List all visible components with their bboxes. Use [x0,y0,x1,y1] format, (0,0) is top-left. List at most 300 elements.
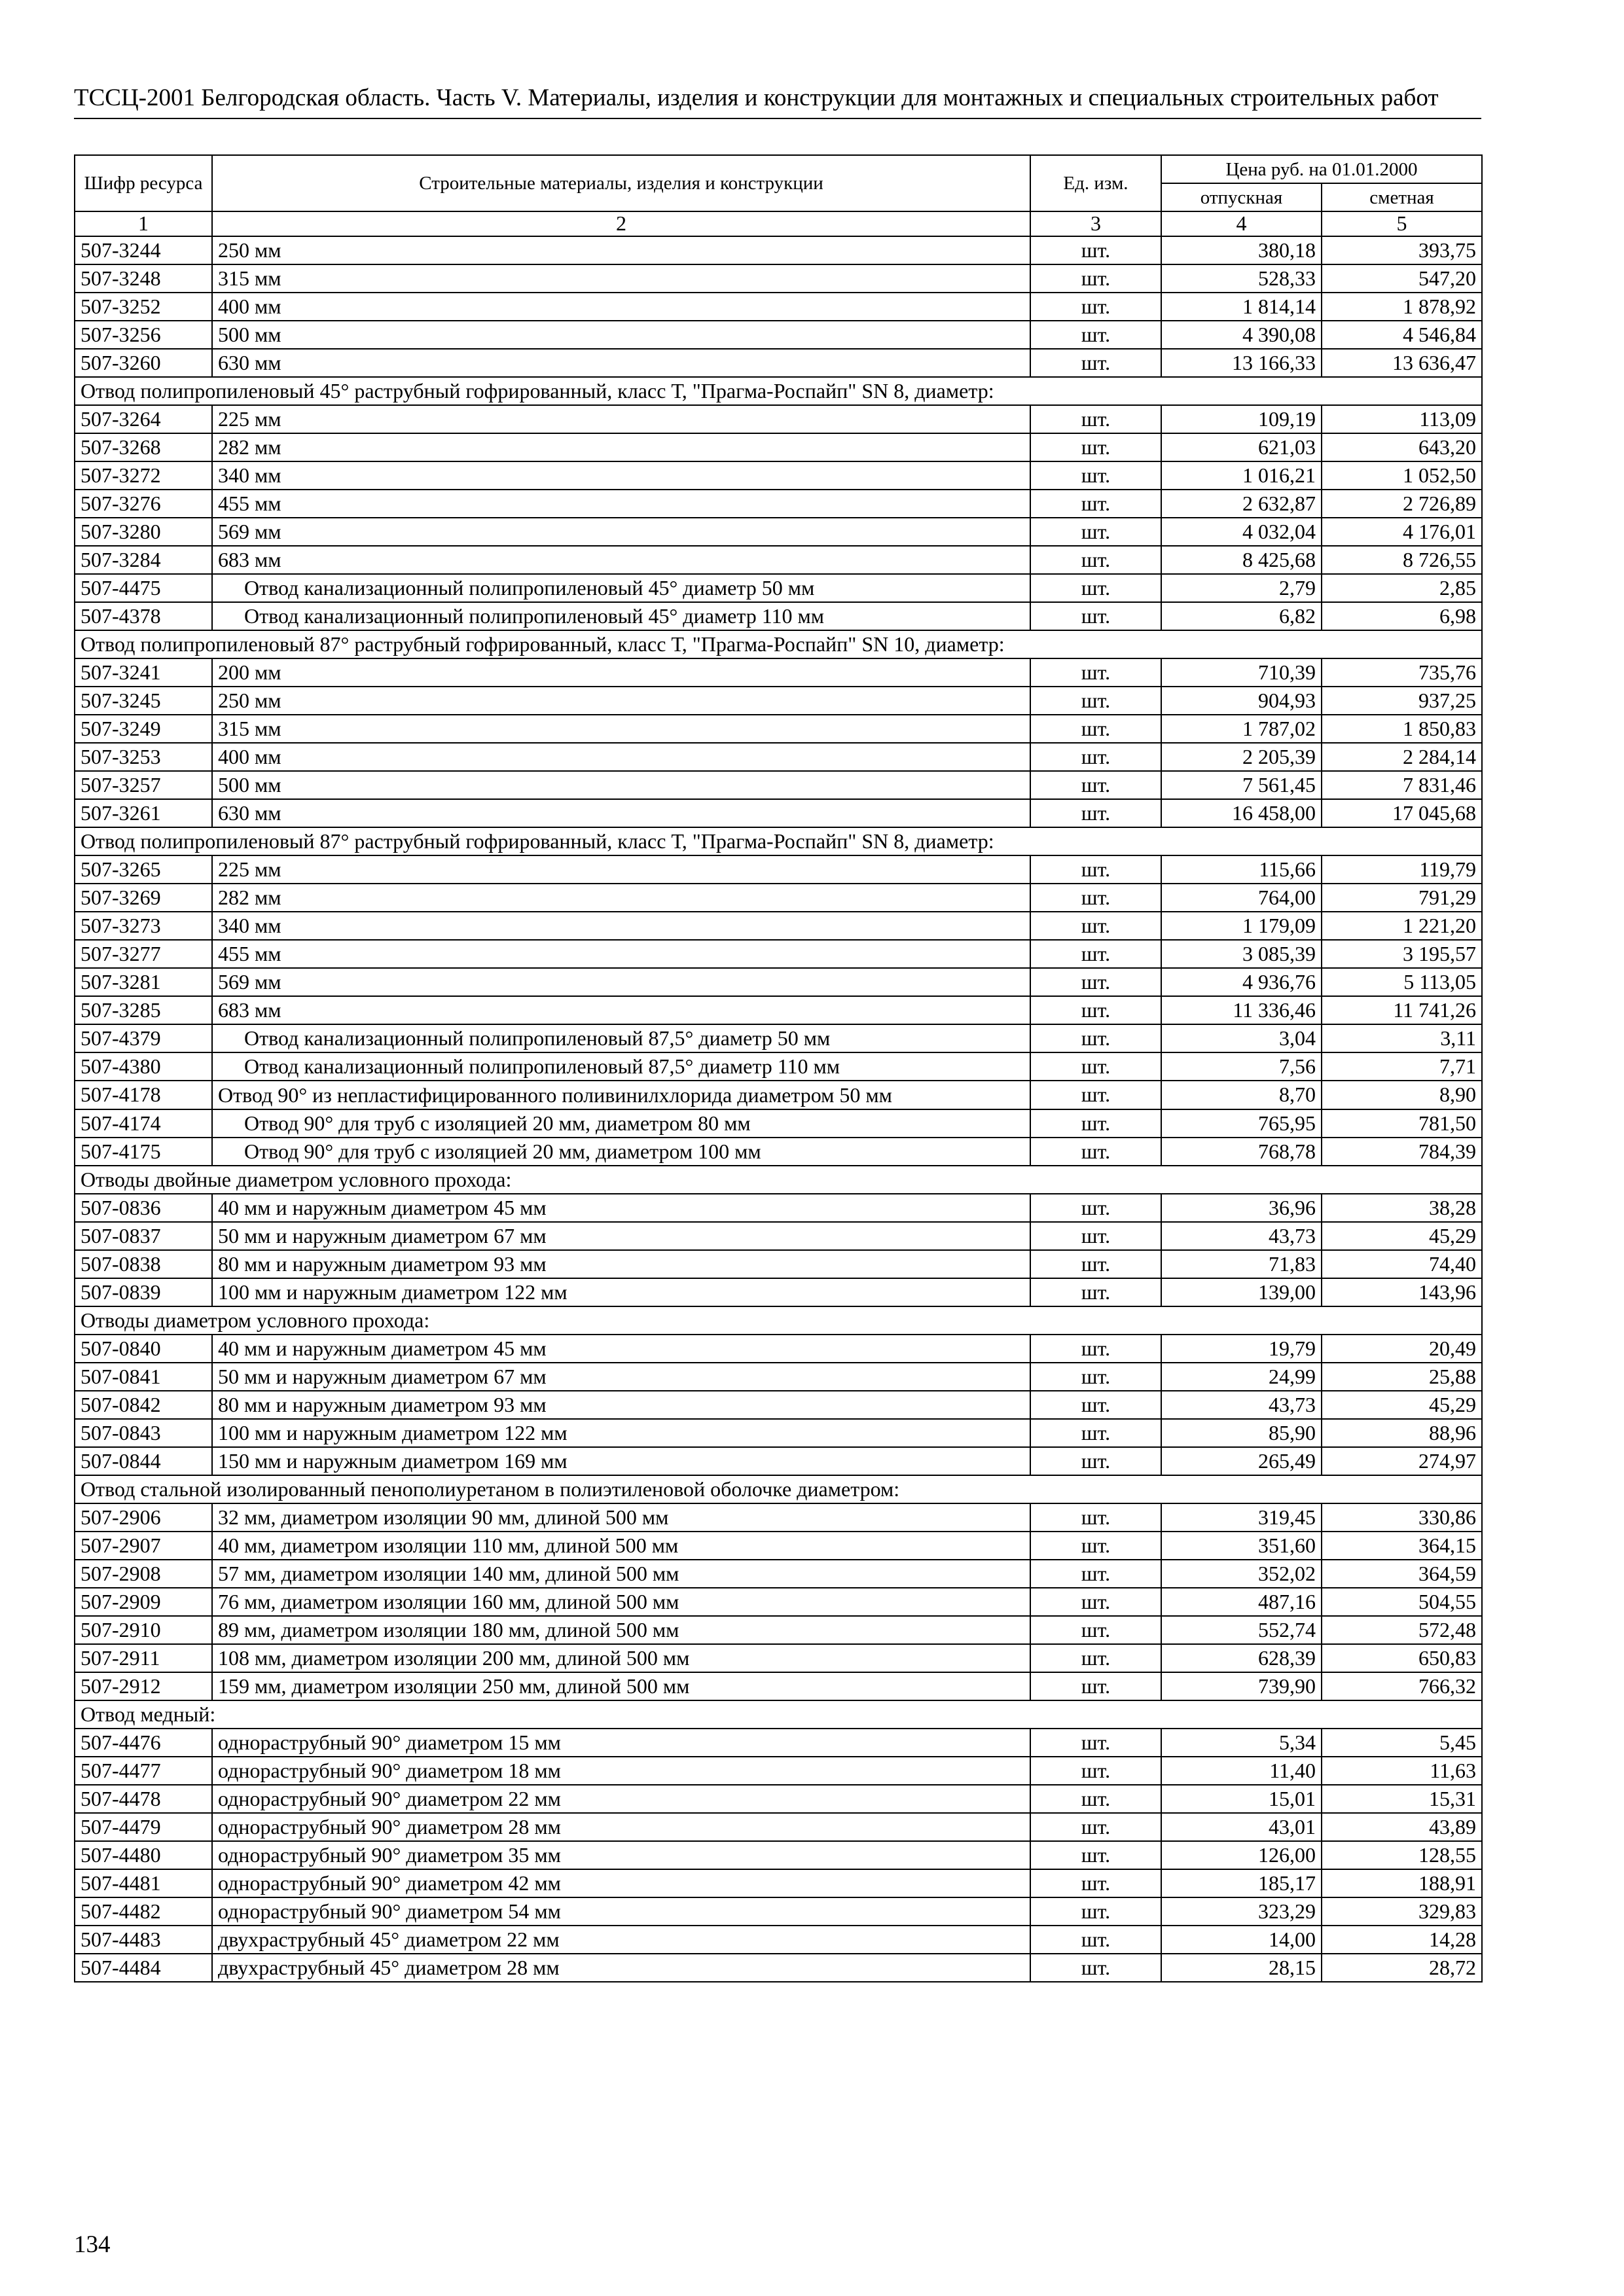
resource-code: 507-4174 [75,1109,212,1138]
resource-code: 507-4482 [75,1897,212,1926]
release-price: 36,96 [1161,1194,1322,1222]
section-title: Отвод полипропиленовый 87° раструбный гофрированный, класс Т, "Прагма-Роспайп" SN 10, диаметр: [75,630,1482,658]
table-row [75,1109,1482,1138]
material-name: однораструбный 90° диаметром 22 мм [212,1785,1030,1813]
unit: шт. [1030,1785,1161,1813]
unit: шт. [1030,461,1161,490]
material-name: 455 мм [212,940,1030,968]
material-name: 500 мм [212,321,1030,349]
section-title: Отводы двойные диаметром условного прохода: [75,1166,1482,1194]
material-name: 89 мм, диаметром изоляции 180 мм, длиной 500 мм [212,1616,1030,1644]
estimate-price: 38,28 [1322,1194,1482,1222]
estimate-price: 17 045,68 [1322,799,1482,827]
estimate-price: 650,83 [1322,1644,1482,1672]
unit: шт. [1030,546,1161,574]
material-name: Отвод канализационный полипропиленовый 87,5° диаметр 50 мм [212,1024,1030,1052]
resource-code: 507-4478 [75,1785,212,1813]
unit: шт. [1030,349,1161,377]
release-price: 11,40 [1161,1757,1322,1785]
release-price: 319,45 [1161,1503,1322,1532]
estimate-price: 5 113,05 [1322,968,1482,996]
table-header [75,155,1482,236]
unit: шт. [1030,321,1161,349]
estimate-price: 43,89 [1322,1813,1482,1841]
table-row [75,1954,1482,1982]
estimate-price: 274,97 [1322,1447,1482,1475]
release-price: 528,33 [1161,264,1322,293]
estimate-price: 643,20 [1322,433,1482,461]
release-price: 904,93 [1161,687,1322,715]
release-price: 2 205,39 [1161,743,1322,771]
resource-code: 507-3264 [75,405,212,433]
table-row [75,1644,1482,1672]
material-name: Отвод 90° для труб с изоляцией 20 мм, диаметром 100 мм [212,1138,1030,1166]
table-row [75,1813,1482,1841]
section-title: Отвод полипропиленовый 45° раструбный гофрированный, класс Т, "Прагма-Роспайп" SN 8, диаметр: [75,377,1482,405]
material-name: 108 мм, диаметром изоляции 200 мм, длиной 500 мм [212,1644,1030,1672]
resource-code: 507-4484 [75,1954,212,1982]
unit: шт. [1030,940,1161,968]
release-price: 8 425,68 [1161,546,1322,574]
estimate-price: 1 052,50 [1322,461,1482,490]
unit: шт. [1030,1897,1161,1926]
table-row [75,349,1482,377]
table-row [75,1560,1482,1588]
material-name: Отвод канализационный полипропиленовый 45° диаметр 110 мм [212,602,1030,630]
material-name: 500 мм [212,771,1030,799]
release-price: 380,18 [1161,236,1322,264]
table-row [75,658,1482,687]
table-row [75,771,1482,799]
release-price: 1 179,09 [1161,912,1322,940]
material-name: однораструбный 90° диаметром 18 мм [212,1757,1030,1785]
estimate-price: 7 831,46 [1322,771,1482,799]
section-header-row [75,1475,1482,1503]
resource-code: 507-2910 [75,1616,212,1644]
material-name: 250 мм [212,687,1030,715]
estimate-price: 937,25 [1322,687,1482,715]
table-row [75,518,1482,546]
release-price: 552,74 [1161,1616,1322,1644]
table-row [75,1532,1482,1560]
table-row [75,461,1482,490]
release-price: 3 085,39 [1161,940,1322,968]
unit: шт. [1030,912,1161,940]
release-price: 323,29 [1161,1897,1322,1926]
release-price: 1 787,02 [1161,715,1322,743]
table-row [75,1138,1482,1166]
unit: шт. [1030,1954,1161,1982]
resource-code: 507-4481 [75,1869,212,1897]
table-row [75,405,1482,433]
estimate-price: 364,59 [1322,1560,1482,1588]
resource-code: 507-0841 [75,1363,212,1391]
release-price: 7 561,45 [1161,771,1322,799]
resource-code: 507-0842 [75,1391,212,1419]
unit: шт. [1030,1757,1161,1785]
material-name: 315 мм [212,715,1030,743]
resource-code: 507-3272 [75,461,212,490]
unit: шт. [1030,574,1161,602]
section-title: Отвод медный: [75,1700,1482,1729]
page-number: 134 [74,2231,111,2258]
table-row [75,1869,1482,1897]
resource-code: 507-0837 [75,1222,212,1250]
estimate-price: 6,98 [1322,602,1482,630]
section-header-row [75,1700,1482,1729]
unit: шт. [1030,1672,1161,1700]
estimate-price: 3,11 [1322,1024,1482,1052]
unit: шт. [1030,884,1161,912]
estimate-price: 14,28 [1322,1926,1482,1954]
resource-code: 507-3284 [75,546,212,574]
material-name: 400 мм [212,743,1030,771]
release-price: 71,83 [1161,1250,1322,1278]
estimate-price: 13 636,47 [1322,349,1482,377]
unit: шт. [1030,1194,1161,1222]
table-row [75,1222,1482,1250]
resource-code: 507-0836 [75,1194,212,1222]
unit: шт. [1030,490,1161,518]
table-row [75,1616,1482,1644]
resource-code: 507-3252 [75,293,212,321]
table-row [75,1335,1482,1363]
unit: шт. [1030,1138,1161,1166]
material-name: 315 мм [212,264,1030,293]
table-row [75,1757,1482,1785]
estimate-price: 547,20 [1322,264,1482,293]
table-row [75,968,1482,996]
release-price: 7,56 [1161,1052,1322,1081]
material-name: 200 мм [212,658,1030,687]
material-name: 569 мм [212,968,1030,996]
resource-code: 507-3281 [75,968,212,996]
material-name: 455 мм [212,490,1030,518]
estimate-price: 766,32 [1322,1672,1482,1700]
resource-code: 507-3241 [75,658,212,687]
table-row [75,1672,1482,1700]
material-name: Отвод канализационный полипропиленовый 45° диаметр 50 мм [212,574,1030,602]
table-row [75,1024,1482,1052]
material-name: 40 мм и наружным диаметром 45 мм [212,1335,1030,1363]
release-price: 28,15 [1161,1954,1322,1982]
table-row [75,1194,1482,1222]
material-name: 150 мм и наружным диаметром 169 мм [212,1447,1030,1475]
material-name: 282 мм [212,884,1030,912]
table-row [75,799,1482,827]
material-name: 40 мм и наружным диаметром 45 мм [212,1194,1030,1222]
estimate-price: 1 850,83 [1322,715,1482,743]
header-price-release: отпускная [1161,183,1322,211]
estimate-price: 364,15 [1322,1532,1482,1560]
table-body [75,236,1482,1982]
material-name: 76 мм, диаметром изоляции 160 мм, длиной 500 мм [212,1588,1030,1616]
estimate-price: 11 741,26 [1322,996,1482,1024]
table-row [75,1447,1482,1475]
unit: шт. [1030,1813,1161,1841]
unit: шт. [1030,1588,1161,1616]
material-name: Отвод 90° для труб с изоляцией 20 мм, диаметром 80 мм [212,1109,1030,1138]
table-row [75,1081,1482,1109]
table-row [75,912,1482,940]
release-price: 2,79 [1161,574,1322,602]
resource-code: 507-4483 [75,1926,212,1954]
unit: шт. [1030,518,1161,546]
estimate-price: 330,86 [1322,1503,1482,1532]
table-row [75,1503,1482,1532]
column-number: 3 [1030,211,1161,236]
resource-code: 507-4380 [75,1052,212,1081]
resource-code: 507-3261 [75,799,212,827]
unit: шт. [1030,1250,1161,1278]
material-name: 32 мм, диаметром изоляции 90 мм, длиной 500 мм [212,1503,1030,1532]
header-code: Шифр ресурса [75,155,212,211]
resource-code: 507-4476 [75,1729,212,1757]
unit: шт. [1030,799,1161,827]
release-price: 2 632,87 [1161,490,1322,518]
release-price: 4 390,08 [1161,321,1322,349]
material-name: 40 мм, диаметром изоляции 110 мм, длиной 500 мм [212,1532,1030,1560]
material-name: двухраструбный 45° диаметром 22 мм [212,1926,1030,1954]
resource-code: 507-4378 [75,602,212,630]
resource-code: 507-3249 [75,715,212,743]
price-table [74,154,1483,1982]
resource-code: 507-3268 [75,433,212,461]
unit: шт. [1030,1560,1161,1588]
resource-code: 507-3244 [75,236,212,264]
estimate-price: 5,45 [1322,1729,1482,1757]
estimate-price: 8,90 [1322,1081,1482,1109]
material-name: 225 мм [212,855,1030,884]
release-price: 1 814,14 [1161,293,1322,321]
column-number: 2 [212,211,1030,236]
release-price: 487,16 [1161,1588,1322,1616]
resource-code: 507-2906 [75,1503,212,1532]
unit: шт. [1030,1335,1161,1363]
unit: шт. [1030,658,1161,687]
column-number: 1 [75,211,212,236]
material-name: 630 мм [212,349,1030,377]
unit: шт. [1030,293,1161,321]
material-name: 282 мм [212,433,1030,461]
material-name: 100 мм и наружным диаметром 122 мм [212,1278,1030,1306]
table-row [75,855,1482,884]
table-row [75,293,1482,321]
unit: шт. [1030,1869,1161,1897]
table-row [75,1419,1482,1447]
estimate-price: 735,76 [1322,658,1482,687]
release-price: 15,01 [1161,1785,1322,1813]
unit: шт. [1030,1532,1161,1560]
unit: шт. [1030,771,1161,799]
table-row [75,1897,1482,1926]
resource-code: 507-2911 [75,1644,212,1672]
table-row [75,715,1482,743]
header-unit: Ед. изм. [1030,155,1161,211]
resource-code: 507-2908 [75,1560,212,1588]
estimate-price: 119,79 [1322,855,1482,884]
release-price: 621,03 [1161,433,1322,461]
unit: шт. [1030,405,1161,433]
resource-code: 507-3260 [75,349,212,377]
material-name: 683 мм [212,546,1030,574]
resource-code: 507-3245 [75,687,212,715]
resource-code: 507-2909 [75,1588,212,1616]
release-price: 16 458,00 [1161,799,1322,827]
table-row [75,236,1482,264]
unit: шт. [1030,264,1161,293]
unit: шт. [1030,1447,1161,1475]
section-title: Отводы диаметром условного прохода: [75,1306,1482,1335]
unit: шт. [1030,855,1161,884]
unit: шт. [1030,1363,1161,1391]
estimate-price: 504,55 [1322,1588,1482,1616]
section-header-row [75,630,1482,658]
estimate-price: 45,29 [1322,1222,1482,1250]
estimate-price: 393,75 [1322,236,1482,264]
release-price: 765,95 [1161,1109,1322,1138]
material-name: 159 мм, диаметром изоляции 250 мм, длиной 500 мм [212,1672,1030,1700]
estimate-price: 4 176,01 [1322,518,1482,546]
material-name: 80 мм и наружным диаметром 93 мм [212,1250,1030,1278]
material-name: 50 мм и наружным диаметром 67 мм [212,1222,1030,1250]
table-row [75,1052,1482,1081]
release-price: 739,90 [1161,1672,1322,1700]
release-price: 265,49 [1161,1447,1322,1475]
release-price: 8,70 [1161,1081,1322,1109]
release-price: 126,00 [1161,1841,1322,1869]
material-name: 630 мм [212,799,1030,827]
column-number: 4 [1161,211,1322,236]
table-row [75,574,1482,602]
section-header-row [75,377,1482,405]
resource-code: 507-0840 [75,1335,212,1363]
release-price: 1 016,21 [1161,461,1322,490]
release-price: 43,01 [1161,1813,1322,1841]
unit: шт. [1030,1024,1161,1052]
table-row [75,1391,1482,1419]
resource-code: 507-4477 [75,1757,212,1785]
header-price-estimate: сметная [1322,183,1482,211]
material-name: однораструбный 90° диаметром 15 мм [212,1729,1030,1757]
table-row [75,1841,1482,1869]
estimate-price: 113,09 [1322,405,1482,433]
material-name: 400 мм [212,293,1030,321]
material-name: Отвод 90° из непластифицированного поливинилхлорида диаметром 50 мм [212,1081,1030,1109]
table-row [75,602,1482,630]
resource-code: 507-3256 [75,321,212,349]
estimate-price: 7,71 [1322,1052,1482,1081]
release-price: 6,82 [1161,602,1322,630]
release-price: 764,00 [1161,884,1322,912]
release-price: 710,39 [1161,658,1322,687]
unit: шт. [1030,1419,1161,1447]
column-number: 5 [1322,211,1482,236]
material-name: 569 мм [212,518,1030,546]
table-row [75,490,1482,518]
unit: шт. [1030,1841,1161,1869]
release-price: 768,78 [1161,1138,1322,1166]
release-price: 43,73 [1161,1222,1322,1250]
estimate-price: 15,31 [1322,1785,1482,1813]
unit: шт. [1030,433,1161,461]
material-name: 57 мм, диаметром изоляции 140 мм, длиной 500 мм [212,1560,1030,1588]
resource-code: 507-4475 [75,574,212,602]
unit: шт. [1030,1616,1161,1644]
table-row [75,546,1482,574]
unit: шт. [1030,1391,1161,1419]
resource-code: 507-3277 [75,940,212,968]
material-name: 340 мм [212,912,1030,940]
unit: шт. [1030,1109,1161,1138]
estimate-price: 2,85 [1322,574,1482,602]
release-price: 628,39 [1161,1644,1322,1672]
release-price: 5,34 [1161,1729,1322,1757]
unit: шт. [1030,1503,1161,1532]
release-price: 4 032,04 [1161,518,1322,546]
estimate-price: 45,29 [1322,1391,1482,1419]
resource-code: 507-3265 [75,855,212,884]
unit: шт. [1030,1729,1161,1757]
release-price: 85,90 [1161,1419,1322,1447]
unit: шт. [1030,1222,1161,1250]
release-price: 185,17 [1161,1869,1322,1897]
section-header-row [75,1306,1482,1335]
unit: шт. [1030,687,1161,715]
resource-code: 507-0838 [75,1250,212,1278]
material-name: двухраструбный 45° диаметром 28 мм [212,1954,1030,1982]
unit: шт. [1030,1926,1161,1954]
table-row [75,743,1482,771]
unit: шт. [1030,1052,1161,1081]
estimate-price: 20,49 [1322,1335,1482,1363]
release-price: 4 936,76 [1161,968,1322,996]
release-price: 14,00 [1161,1926,1322,1954]
estimate-price: 143,96 [1322,1278,1482,1306]
table-row [75,884,1482,912]
table-row [75,433,1482,461]
estimate-price: 1 221,20 [1322,912,1482,940]
resource-code: 507-3257 [75,771,212,799]
resource-code: 507-3285 [75,996,212,1024]
table-row [75,687,1482,715]
release-price: 24,99 [1161,1363,1322,1391]
resource-code: 507-3273 [75,912,212,940]
resource-code: 507-3269 [75,884,212,912]
estimate-price: 11,63 [1322,1757,1482,1785]
material-name: 250 мм [212,236,1030,264]
unit: шт. [1030,715,1161,743]
release-price: 43,73 [1161,1391,1322,1419]
release-price: 352,02 [1161,1560,1322,1588]
resource-code: 507-0843 [75,1419,212,1447]
resource-code: 507-4178 [75,1081,212,1109]
table-row [75,1278,1482,1306]
estimate-price: 2 726,89 [1322,490,1482,518]
resource-code: 507-0844 [75,1447,212,1475]
document-title: ТССЦ-2001 Белгородская область. Часть V. Материалы, изделия и конструкции для монтажных и специальных строительных работ [74,84,1439,111]
table-row [75,1250,1482,1278]
estimate-price: 781,50 [1322,1109,1482,1138]
estimate-price: 8 726,55 [1322,546,1482,574]
title-underline [74,118,1481,119]
material-name: 80 мм и наружным диаметром 93 мм [212,1391,1030,1419]
unit: шт. [1030,968,1161,996]
estimate-price: 74,40 [1322,1250,1482,1278]
estimate-price: 4 546,84 [1322,321,1482,349]
estimate-price: 572,48 [1322,1616,1482,1644]
section-title: Отвод стальной изолированный пенополиуретаном в полиэтиленовой оболочке диаметром: [75,1475,1482,1503]
